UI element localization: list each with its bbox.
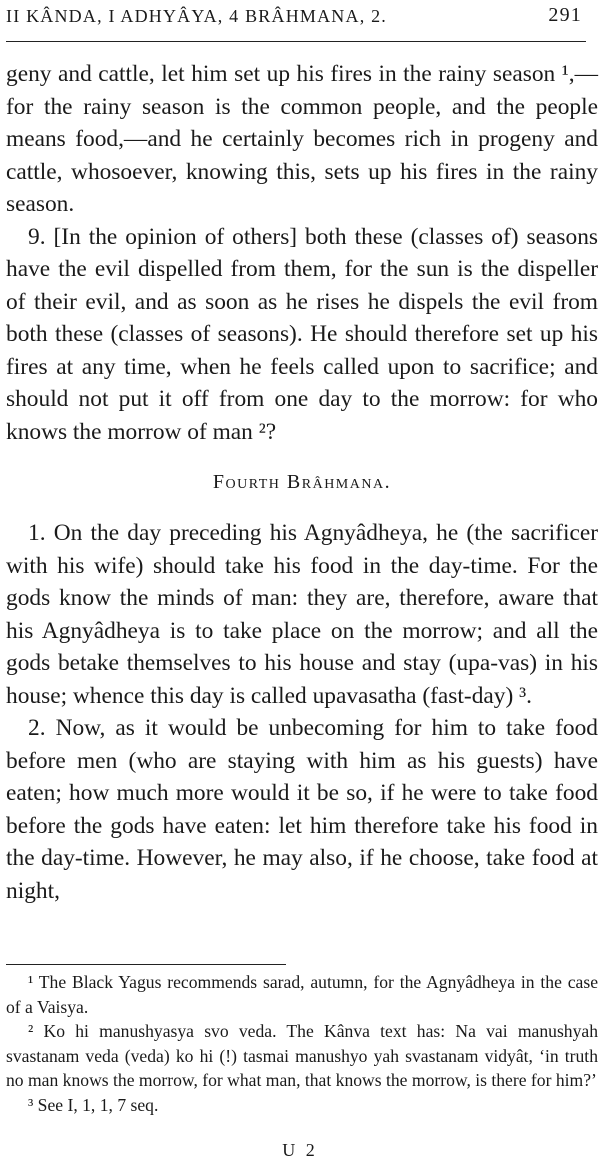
page-number: 291 (548, 4, 582, 26)
main-text (6, 58, 598, 907)
signature-mark: U 2 (282, 1140, 318, 1160)
paragraph-9: 9. [In the opinion of others] both these (classes of) seasons have the evil dispelled from them, for the sun is the dispeller of their evil, and as soon as he rises he dispels the evil from both these (classes of seasons). He should therefore set up his fires at any time, when he feels called upon to sacrifice; and should not put it off from one day to the morrow: for who knows the morrow of man ²? (6, 223, 598, 445)
paragraph-2: 2. Now, as it would be unbecoming for him to take food before men (who are staying with him as his guests) have eaten; how much more would it be so, if he were to take food before the gods have eaten: let him therefore take his food in the day-time. However, he may also, if he choose, take food at night, (6, 715, 598, 904)
footnote-2: ² Ko hi manushyasya svo veda. The Kânva text has: Na vai manushyah svastanam veda (veda) ko hi (!) tasmai manushyo yah svastanam vidyât, ‘in truth no man knows the morrow, for what man, that knows the morrow, is there for him?’ (6, 1021, 598, 1091)
paragraph-1: 1. On the day preceding his Agnyâdheya, he (the sacrificer with his wife) should take his food in the day-time. For the gods know the minds of man: they are, therefore, aware that his Agnyâdheya is to take place on the morrow; and all the gods betake themselves to his house and stay (upa-vas) in his house; whence this day is called upavasatha (fast-day) ³. (6, 520, 598, 709)
paragraph-continuation: geny and cattle, let him set up his fires in the rainy season ¹,—for the rainy season is the common people, and the people means food,—and he certainly becomes rich in progeny and cattle, whosoever, knowing this, sets up his fires in the rainy season. (6, 61, 598, 217)
running-header (6, 4, 582, 34)
footnotes (6, 970, 598, 1118)
section-heading: Fourth Brâhmana. (212, 471, 392, 493)
footnote-rule (6, 964, 286, 965)
footnote-3: ³ See I, 1, 1, 7 seq. (28, 1094, 159, 1115)
header-rule (6, 41, 586, 42)
footnote-1: ¹ The Black Yagus recommends sarad, autumn, for the Agnyâdheya in the case of a Vaisya. (6, 972, 598, 1017)
running-title: II KÂNDA, I ADHYÂYA, 4 BRÂHMANA, 2. (6, 6, 387, 26)
